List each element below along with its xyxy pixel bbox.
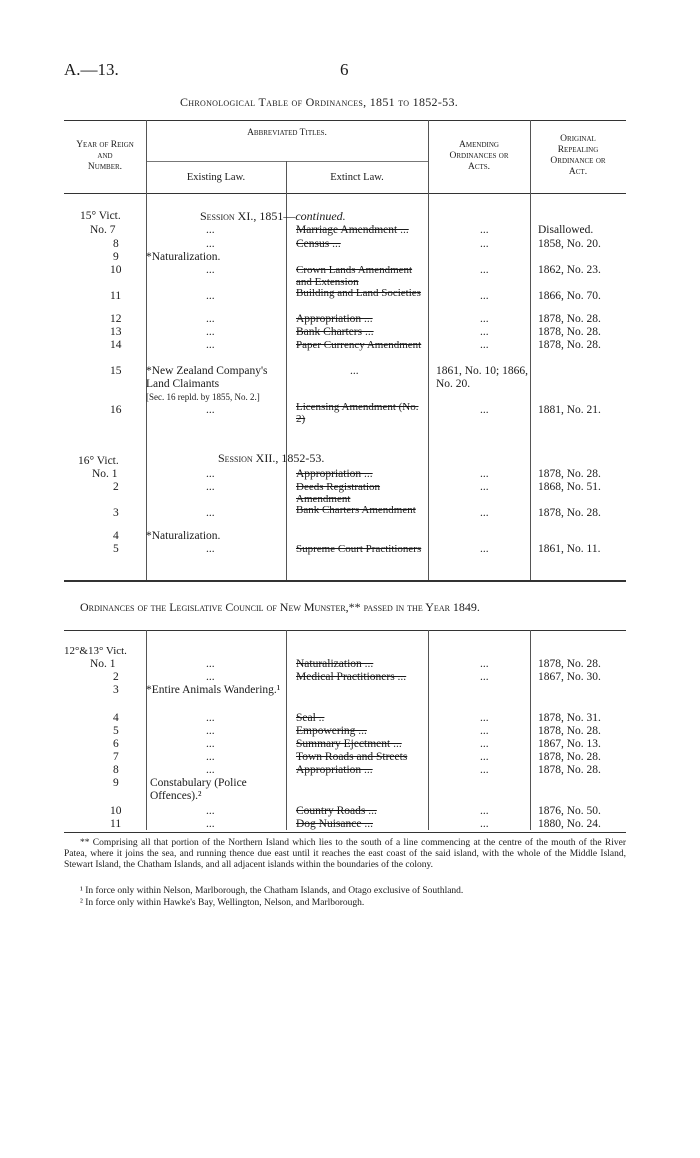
existing-law: ... (206, 238, 215, 250)
amending-act: ... (480, 725, 489, 737)
row-number: 13 (110, 326, 122, 338)
session-heading: Session XII., 1852-53. (218, 451, 325, 465)
repealing-act: 1878, No. 28. (538, 764, 601, 776)
existing-law: ... (206, 507, 215, 519)
amending-act: ... (480, 224, 489, 236)
amending-act: ... (480, 805, 489, 817)
repealing-act: 1878, No. 28. (538, 313, 601, 325)
extinct-law: Dog Nuisance ... (296, 818, 373, 830)
existing-law: ... (206, 481, 215, 493)
existing-law: *New Zealand Company's Land Claimants (146, 365, 268, 390)
repealing-act: 1878, No. 28. (538, 751, 601, 763)
existing-law: ... (206, 805, 215, 817)
document-reference: A.—13. (64, 60, 119, 79)
reign-16-vict: 16° Vict. (78, 455, 119, 467)
repealing-act: 1862, No. 23. (538, 264, 601, 276)
amending-act: ... (480, 764, 489, 776)
existing-law: ... (206, 658, 215, 670)
col-divider-2 (286, 161, 287, 580)
extinct-law: Country Roads ... (296, 805, 377, 817)
row-number: 8 (113, 238, 119, 250)
amending-act: 1861, No. 10; 1866, No. 20. (436, 365, 528, 390)
footnote-1: ¹ In force only within Nelson, Marlborough, the Chatham Islands, and Otago exclusive of Southland. (80, 886, 464, 896)
extinct-law: Crown Lands Amendment and Extension (296, 264, 413, 288)
col-divider-2b (286, 630, 287, 830)
repealing-act: 1878, No. 28. (538, 725, 601, 737)
col-repealing-heading: Original Repealing Ordinance or Act. (550, 134, 606, 177)
header-bottom-rule (64, 193, 626, 194)
amending-act: ... (480, 404, 489, 416)
footnote-2: ² In force only within Hawke's Bay, Wellington, Nelson, and Marlborough. (80, 898, 365, 908)
table-bottom-rule (64, 580, 626, 582)
amending-act: ... (480, 468, 489, 480)
extinct-law: Naturalization ... (296, 658, 374, 670)
existing-law: ... (206, 339, 215, 351)
existing-law: ... (206, 818, 215, 830)
repealing-act: 1861, No. 11. (538, 543, 601, 555)
extinct-law: Marriage Amendment ... (296, 224, 409, 236)
repealing-act: 1868, No. 51. (538, 481, 601, 493)
row-number: 4 (113, 530, 119, 542)
existing-law: ... (206, 738, 215, 750)
table-top-rule (64, 120, 626, 121)
repealing-act: 1867, No. 13. (538, 738, 601, 750)
section3-top-rule (64, 630, 626, 631)
col-existing-heading: Existing Law. (186, 172, 246, 183)
existing-law: ... (206, 290, 215, 302)
existing-law: ... (206, 671, 215, 683)
amending-act: ... (480, 339, 489, 351)
table-title: Chronological Table of Ordinances, 1851 to 1852-53. (180, 95, 459, 109)
existing-law: *Naturalization. (146, 251, 221, 263)
amending-act: ... (480, 326, 489, 338)
row-number: 10 (110, 805, 122, 817)
amending-act: ... (480, 543, 489, 555)
existing-law: ... (206, 326, 215, 338)
col-divider-1b (146, 630, 147, 830)
amending-act: ... (480, 290, 489, 302)
amending-act: ... (480, 738, 489, 750)
repealing-act: 1878, No. 31. (538, 712, 601, 724)
amending-act: ... (480, 658, 489, 670)
subheader-rule (146, 161, 428, 162)
row-number: 3 (113, 684, 119, 696)
extinct-law: ... (350, 365, 359, 377)
repealing-act: Disallowed. (538, 224, 594, 236)
existing-law: ... (206, 751, 215, 763)
row-number: 14 (110, 339, 122, 351)
footnote-new-munster: ** Comprising all that portion of the Northern Island which lies to the south of a line commencing at the centre of the mouth of the River Patea, where it joins the sea, and running thence due east until it reaches the east coast of the said island, with the whole of the Middle Island, Stewart Island, the Chatham Islands, and all adjacent islands within the boundaries of the colony. (64, 838, 626, 870)
repealing-act: 1876, No. 50. (538, 805, 601, 817)
amending-act: ... (480, 264, 489, 276)
extinct-law: Medical Practitioners ... (296, 671, 407, 683)
repealing-act: 1878, No. 28. (538, 339, 601, 351)
extinct-law: Appropriation ... (296, 313, 373, 325)
row-number: 5 (113, 725, 119, 737)
col-divider-3 (428, 120, 429, 580)
new-munster-heading: Ordinances of the Legislative Council of New Munster,** passed in the Year 1849. (80, 600, 480, 614)
existing-law: ... (206, 264, 215, 276)
row-number: 6 (113, 738, 119, 750)
amending-act: ... (480, 712, 489, 724)
col-divider-1 (146, 120, 147, 580)
col-extinct-heading: Extinct Law. (330, 172, 384, 183)
page-number: 6 (340, 60, 349, 79)
extinct-law: Appropriation ... (296, 468, 373, 480)
repealing-act: 1867, No. 30. (538, 671, 601, 683)
extinct-law: Bank Charters Amendment (296, 504, 416, 516)
amending-act: ... (480, 481, 489, 493)
extinct-law: Building and Land Societies (296, 287, 421, 299)
row-number: No. 1 (92, 468, 118, 480)
existing-law-note: [Sec. 16 repld. by 1855, No. 2.] (146, 392, 260, 402)
existing-law: Constabulary (Police Offences).² (150, 777, 247, 802)
existing-law: *Entire Animals Wandering.¹ (146, 684, 281, 696)
row-number: 2 (113, 481, 119, 493)
existing-law: *Naturalization. (146, 530, 221, 542)
extinct-law: Seal .. (296, 712, 325, 724)
extinct-law: Summary Ejectment ... (296, 738, 402, 750)
row-number: 3 (113, 507, 119, 519)
existing-law: ... (206, 543, 215, 555)
extinct-law: Paper Currency Amendment (296, 339, 422, 351)
row-number: 4 (113, 712, 119, 724)
repealing-act: 1881, No. 21. (538, 404, 601, 416)
row-number: 10 (110, 264, 122, 276)
amending-act: ... (480, 671, 489, 683)
amending-act: ... (480, 818, 489, 830)
extinct-law: Deeds Registration Amendment (296, 481, 381, 505)
extinct-law: Bank Charters ... (296, 326, 374, 338)
amending-act: ... (480, 313, 489, 325)
amending-act: ... (480, 751, 489, 763)
col-divider-4 (530, 120, 531, 580)
row-number: 8 (113, 764, 119, 776)
row-number: 9 (113, 777, 119, 789)
col-divider-4b (530, 630, 531, 830)
reign-15-vict: 15° Vict. (80, 210, 121, 222)
row-number: 5 (113, 543, 119, 555)
repealing-act: 1878, No. 28. (538, 658, 601, 670)
row-number: 7 (113, 751, 119, 763)
row-number: 2 (113, 671, 119, 683)
col-divider-3b (428, 630, 429, 830)
extinct-law: Licensing Amendment (No. 2) (296, 401, 419, 425)
extinct-law: Town Roads and Streets (296, 751, 408, 763)
row-number: 9 (113, 251, 119, 263)
repealing-act: 1880, No. 24. (538, 818, 601, 830)
row-number: No. 1 (90, 658, 116, 670)
amending-act: ... (480, 238, 489, 250)
row-number: No. 7 (90, 224, 116, 236)
existing-law: ... (206, 712, 215, 724)
existing-law: ... (206, 764, 215, 776)
col-amending-heading: Amending Ordinances or Acts. (449, 140, 509, 172)
repealing-act: 1878, No. 28. (538, 507, 601, 519)
session-heading: Session XI., 1851—continued. (200, 209, 346, 223)
repealing-act: 1858, No. 20. (538, 238, 601, 250)
extinct-law: Appropriation ... (296, 764, 373, 776)
row-number: 16 (110, 404, 122, 416)
existing-law: ... (206, 313, 215, 325)
existing-law: ... (206, 224, 215, 236)
extinct-law: Empowering ... (296, 725, 367, 737)
extinct-law: Census ... (296, 238, 341, 250)
repealing-act: 1878, No. 28. (538, 326, 601, 338)
repealing-act: 1866, No. 70. (538, 290, 601, 302)
row-number: 12 (110, 313, 122, 325)
amending-act: ... (480, 507, 489, 519)
col-abbreviated-heading: Abbreviated Titles. (247, 128, 327, 138)
row-number: 15 (110, 365, 122, 377)
existing-law: ... (206, 468, 215, 480)
extinct-law: Supreme Court Practitioners (296, 543, 422, 555)
row-number: 11 (110, 818, 122, 830)
repealing-act: 1878, No. 28. (538, 468, 601, 480)
reign-12-13-vict: 12°&13° Vict. (64, 645, 127, 657)
row-number: 11 (110, 290, 122, 302)
section3-bottom-rule (64, 832, 626, 833)
existing-law: ... (206, 725, 215, 737)
col-year-heading: Year of Reign and Number. (76, 140, 134, 172)
existing-law: ... (206, 404, 215, 416)
